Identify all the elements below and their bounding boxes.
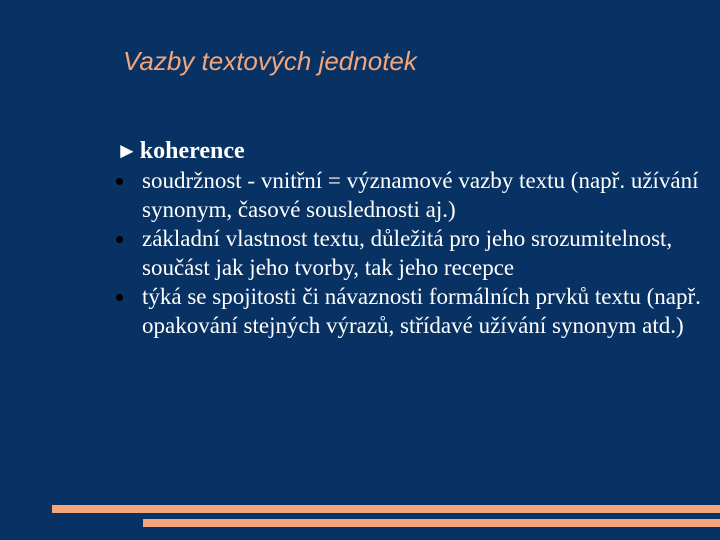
list-item (116, 166, 706, 224)
bullet-icon (116, 178, 123, 185)
bullet-list (116, 166, 706, 340)
arrow-icon: ► (116, 138, 138, 163)
section-heading-label: koherence (139, 138, 245, 164)
slide-content (116, 136, 706, 340)
section-heading (116, 136, 706, 166)
decorative-line-top (52, 505, 720, 513)
list-item-text: týká se spojitosti či návaznosti formálních prvků textu (např. opakování stejných výrazů, střídavé užívání synonym atd.) (142, 284, 701, 338)
bullet-icon (116, 294, 123, 301)
list-item (116, 282, 706, 340)
list-item-text: základní vlastnost textu, důležitá pro jeho srozumitelnost, součást jak jeho tvorby, tak jeho recepce (142, 226, 673, 280)
slide-title: Vazby textových jednotek (123, 46, 417, 76)
list-item (116, 224, 706, 282)
decorative-line-bottom (143, 519, 720, 527)
list-item-text: soudržnost - vnitřní = významové vazby textu (např. užívání synonym, časové souslednosti aj.) (142, 168, 699, 222)
bullet-icon (116, 236, 123, 243)
